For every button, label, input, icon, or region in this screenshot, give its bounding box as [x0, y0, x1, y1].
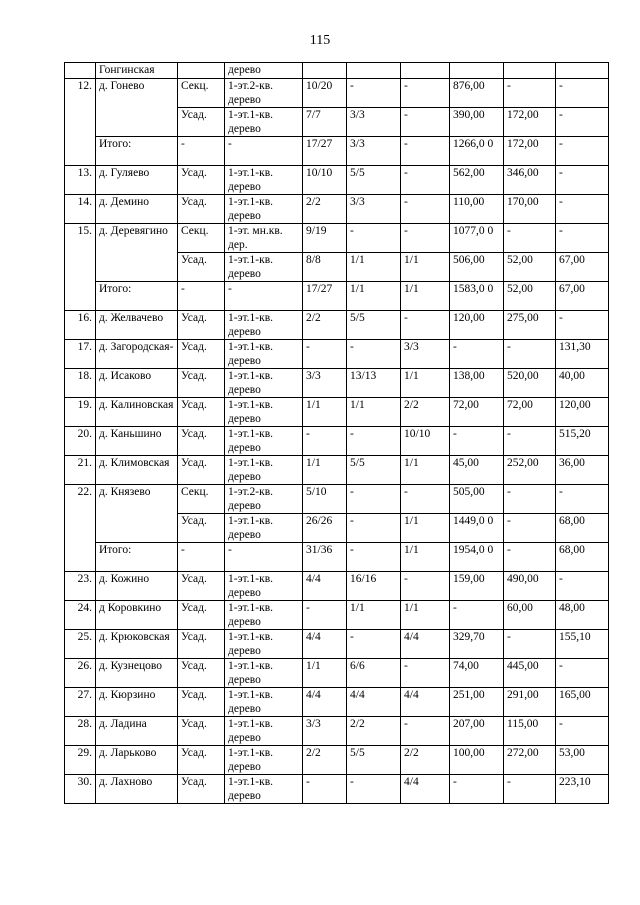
cell-area-1: 1954,0 0 [450, 543, 504, 572]
cell-area-3: - [556, 572, 609, 601]
cell-area-1: - [450, 601, 504, 630]
cell-area-1 [450, 63, 504, 79]
cell-area-1: - [450, 340, 504, 369]
cell-houses-apartments: 4/4 [303, 688, 347, 717]
table-row [65, 63, 609, 79]
cell-col-6: - [347, 224, 401, 253]
cell-col-6: 5/5 [347, 311, 401, 340]
cell-col-6: 13/13 [347, 369, 401, 398]
cell-area-2: 52,00 [504, 253, 556, 282]
cell-building-description: 1-эт.1-кв. дерево [225, 340, 303, 369]
settlements-housing-table [64, 62, 609, 804]
cell-settlement: д. Ладина [96, 717, 178, 746]
cell-housing-type: Усад. [178, 688, 225, 717]
cell-area-2: - [504, 427, 556, 456]
cell-area-3: - [556, 224, 609, 253]
cell-col-6: - [347, 543, 401, 572]
cell-col-7: 1/1 [401, 601, 450, 630]
cell-col-7: - [401, 659, 450, 688]
cell-houses-apartments: 3/3 [303, 717, 347, 746]
cell-houses-apartments: 5/10 [303, 485, 347, 514]
cell-area-3 [556, 63, 609, 79]
cell-col-6 [347, 63, 401, 79]
cell-col-7: 4/4 [401, 630, 450, 659]
cell-col-6: - [347, 79, 401, 108]
table-row [65, 311, 609, 340]
cell-houses-apartments: 10/10 [303, 166, 347, 195]
cell-col-7: - [401, 717, 450, 746]
cell-area-3: 120,00 [556, 398, 609, 427]
cell-area-2: 490,00 [504, 572, 556, 601]
cell-row-number: 25. [65, 630, 96, 659]
cell-building-description: 1-эт. мн.кв. дер. [225, 224, 303, 253]
cell-col-7: 2/2 [401, 746, 450, 775]
cell-building-description: дерево [225, 63, 303, 79]
cell-area-3: - [556, 717, 609, 746]
cell-area-2 [504, 63, 556, 79]
cell-area-2: - [504, 514, 556, 543]
cell-col-6: 16/16 [347, 572, 401, 601]
cell-settlement: д. Крюковская [96, 630, 178, 659]
cell-area-3: - [556, 79, 609, 108]
cell-col-7: - [401, 166, 450, 195]
cell-col-7: - [401, 311, 450, 340]
cell-settlement [96, 253, 178, 282]
cell-area-3: 36,00 [556, 456, 609, 485]
cell-area-3: - [556, 166, 609, 195]
cell-area-1: 120,00 [450, 311, 504, 340]
cell-row-number: 26. [65, 659, 96, 688]
cell-housing-type: Усад. [178, 340, 225, 369]
cell-area-1: 45,00 [450, 456, 504, 485]
cell-col-6: - [347, 775, 401, 804]
cell-houses-apartments: 1/1 [303, 398, 347, 427]
table-row [65, 572, 609, 601]
cell-col-7: - [401, 137, 450, 166]
cell-area-3: 40,00 [556, 369, 609, 398]
cell-settlement: д. Каньшино [96, 427, 178, 456]
cell-col-7: 1/1 [401, 369, 450, 398]
cell-area-3: 67,00 [556, 282, 609, 311]
cell-settlement: д. Ларьково [96, 746, 178, 775]
table-row [65, 659, 609, 688]
cell-area-1: - [450, 427, 504, 456]
cell-col-7: 4/4 [401, 688, 450, 717]
cell-building-description: 1-эт.1-кв. дерево [225, 369, 303, 398]
table-row [65, 630, 609, 659]
cell-area-3: 131,30 [556, 340, 609, 369]
cell-area-1: 207,00 [450, 717, 504, 746]
cell-col-7: 1/1 [401, 514, 450, 543]
cell-col-6: 1/1 [347, 398, 401, 427]
cell-housing-type: Усад. [178, 108, 225, 137]
cell-row-number: 23. [65, 572, 96, 601]
cell-houses-apartments: - [303, 427, 347, 456]
cell-row-number [65, 253, 96, 282]
cell-row-number [65, 63, 96, 79]
cell-houses-apartments: 7/7 [303, 108, 347, 137]
cell-col-6: 5/5 [347, 746, 401, 775]
cell-settlement: д. Калиновская [96, 398, 178, 427]
cell-area-3: 67,00 [556, 253, 609, 282]
cell-row-number: 15. [65, 224, 96, 253]
cell-building-description: 1-эт.1-кв. дерево [225, 746, 303, 775]
cell-col-6: 3/3 [347, 108, 401, 137]
table-row [65, 79, 609, 108]
cell-row-number: 22. [65, 485, 96, 514]
cell-area-1: 159,00 [450, 572, 504, 601]
cell-area-3: 53,00 [556, 746, 609, 775]
table-row [65, 746, 609, 775]
cell-col-7: 1/1 [401, 282, 450, 311]
cell-row-number: 17. [65, 340, 96, 369]
cell-area-1: 390,00 [450, 108, 504, 137]
cell-col-7: 3/3 [401, 340, 450, 369]
cell-settlement: д. Загородская- [96, 340, 178, 369]
cell-area-2: 170,00 [504, 195, 556, 224]
cell-col-7 [401, 63, 450, 79]
cell-building-description: - [225, 137, 303, 166]
table-row [65, 282, 609, 311]
cell-settlement: Итого: [96, 137, 178, 166]
table-row [65, 601, 609, 630]
cell-building-description: 1-эт.1-кв. дерево [225, 717, 303, 746]
table-row [65, 369, 609, 398]
cell-houses-apartments: 8/8 [303, 253, 347, 282]
cell-col-6: 3/3 [347, 195, 401, 224]
cell-houses-apartments: 2/2 [303, 311, 347, 340]
cell-building-description: 1-эт.1-кв. дерево [225, 688, 303, 717]
cell-settlement [96, 514, 178, 543]
cell-col-6: 3/3 [347, 137, 401, 166]
cell-settlement [96, 108, 178, 137]
cell-settlement: д. Исаково [96, 369, 178, 398]
cell-col-7: - [401, 108, 450, 137]
cell-col-7: 1/1 [401, 543, 450, 572]
cell-houses-apartments: 10/20 [303, 79, 347, 108]
cell-settlement: Итого: [96, 543, 178, 572]
cell-settlement: д. Князево [96, 485, 178, 514]
cell-area-2: 172,00 [504, 108, 556, 137]
cell-settlement: д. Кожино [96, 572, 178, 601]
cell-area-2: - [504, 630, 556, 659]
cell-col-7: - [401, 224, 450, 253]
cell-row-number: 30. [65, 775, 96, 804]
cell-houses-apartments: - [303, 775, 347, 804]
cell-building-description: 1-эт.1-кв. дерево [225, 253, 303, 282]
cell-area-3: 223,10 [556, 775, 609, 804]
cell-col-7: 4/4 [401, 775, 450, 804]
cell-area-3: - [556, 108, 609, 137]
cell-houses-apartments: 2/2 [303, 195, 347, 224]
table-row [65, 514, 609, 543]
cell-col-6: 4/4 [347, 688, 401, 717]
cell-row-number: 24. [65, 601, 96, 630]
table-row [65, 456, 609, 485]
table-row [65, 543, 609, 572]
cell-col-7: - [401, 572, 450, 601]
cell-col-6: 1/1 [347, 601, 401, 630]
table-row [65, 688, 609, 717]
cell-row-number: 28. [65, 717, 96, 746]
cell-area-2: 520,00 [504, 369, 556, 398]
cell-building-description: 1-эт.1-кв. дерево [225, 311, 303, 340]
cell-row-number: 16. [65, 311, 96, 340]
cell-housing-type: Секц. [178, 485, 225, 514]
cell-area-2: 346,00 [504, 166, 556, 195]
cell-houses-apartments: - [303, 340, 347, 369]
cell-building-description: 1-эт.1-кв. дерево [225, 775, 303, 804]
cell-houses-apartments: 17/27 [303, 282, 347, 311]
cell-col-6: 6/6 [347, 659, 401, 688]
cell-area-2: - [504, 775, 556, 804]
cell-houses-apartments [303, 63, 347, 79]
cell-housing-type: Усад. [178, 253, 225, 282]
cell-housing-type: Усад. [178, 195, 225, 224]
cell-area-1: 100,00 [450, 746, 504, 775]
cell-houses-apartments: - [303, 601, 347, 630]
table-row [65, 224, 609, 253]
cell-building-description: 1-эт.1-кв. дерево [225, 166, 303, 195]
cell-col-7: 10/10 [401, 427, 450, 456]
cell-settlement: д. Демино [96, 195, 178, 224]
cell-area-1: 506,00 [450, 253, 504, 282]
cell-row-number: 29. [65, 746, 96, 775]
cell-area-2: 272,00 [504, 746, 556, 775]
table-row [65, 340, 609, 369]
cell-area-3: 68,00 [556, 543, 609, 572]
cell-area-1: 74,00 [450, 659, 504, 688]
cell-building-description: 1-эт.1-кв. дерево [225, 514, 303, 543]
cell-area-2: - [504, 79, 556, 108]
cell-housing-type [178, 63, 225, 79]
table-row [65, 137, 609, 166]
cell-col-6: - [347, 514, 401, 543]
page-number: 115 [309, 33, 331, 48]
cell-area-3: 155,10 [556, 630, 609, 659]
cell-area-1: 251,00 [450, 688, 504, 717]
cell-area-2: - [504, 485, 556, 514]
cell-housing-type: - [178, 543, 225, 572]
cell-row-number [65, 543, 96, 572]
cell-row-number [65, 108, 96, 137]
cell-building-description: 1-эт.1-кв. дерево [225, 630, 303, 659]
cell-area-2: - [504, 543, 556, 572]
cell-row-number: 27. [65, 688, 96, 717]
table-body [65, 63, 609, 804]
cell-building-description: - [225, 282, 303, 311]
cell-housing-type: Усад. [178, 601, 225, 630]
cell-houses-apartments: 9/19 [303, 224, 347, 253]
cell-area-1: 562,00 [450, 166, 504, 195]
cell-houses-apartments: 1/1 [303, 456, 347, 485]
cell-col-7: - [401, 79, 450, 108]
cell-houses-apartments: 31/36 [303, 543, 347, 572]
cell-area-1: 505,00 [450, 485, 504, 514]
cell-area-3: 165,00 [556, 688, 609, 717]
cell-area-2: 52,00 [504, 282, 556, 311]
cell-col-7: - [401, 485, 450, 514]
table-row [65, 108, 609, 137]
cell-settlement: д. Желвачево [96, 311, 178, 340]
table-row [65, 253, 609, 282]
cell-housing-type: Усад. [178, 456, 225, 485]
cell-area-2: - [504, 340, 556, 369]
cell-housing-type: Усад. [178, 659, 225, 688]
cell-area-1: 110,00 [450, 195, 504, 224]
cell-area-1: 72,00 [450, 398, 504, 427]
cell-housing-type: Усад. [178, 746, 225, 775]
cell-area-1: 1449,0 0 [450, 514, 504, 543]
cell-settlement: д. Гуляево [96, 166, 178, 195]
cell-area-2: 275,00 [504, 311, 556, 340]
cell-col-6: - [347, 340, 401, 369]
cell-area-3: - [556, 659, 609, 688]
cell-settlement: Итого: [96, 282, 178, 311]
cell-area-1: 329,70 [450, 630, 504, 659]
cell-housing-type: Усад. [178, 398, 225, 427]
cell-settlement: д. Лахново [96, 775, 178, 804]
cell-row-number [65, 514, 96, 543]
cell-houses-apartments: 4/4 [303, 630, 347, 659]
cell-building-description: 1-эт.1-кв. дерево [225, 108, 303, 137]
cell-area-2: 445,00 [504, 659, 556, 688]
cell-building-description: 1-эт.2-кв. дерево [225, 485, 303, 514]
cell-area-3: 48,00 [556, 601, 609, 630]
cell-settlement: д. Климовская [96, 456, 178, 485]
cell-area-3: 515,20 [556, 427, 609, 456]
cell-row-number: 19. [65, 398, 96, 427]
cell-houses-apartments: 4/4 [303, 572, 347, 601]
cell-building-description: 1-эт.1-кв. дерево [225, 427, 303, 456]
table-row [65, 166, 609, 195]
cell-housing-type: Усад. [178, 572, 225, 601]
cell-settlement: д. Гонево [96, 79, 178, 108]
cell-col-7: 1/1 [401, 456, 450, 485]
cell-area-1: 876,00 [450, 79, 504, 108]
cell-houses-apartments: 2/2 [303, 746, 347, 775]
cell-area-3: - [556, 311, 609, 340]
cell-row-number: 21. [65, 456, 96, 485]
cell-housing-type: Усад. [178, 717, 225, 746]
cell-housing-type: Усад. [178, 166, 225, 195]
cell-building-description: 1-эт.1-кв. дерево [225, 456, 303, 485]
table-row [65, 195, 609, 224]
cell-row-number: 12. [65, 79, 96, 108]
cell-row-number: 18. [65, 369, 96, 398]
cell-houses-apartments: 3/3 [303, 369, 347, 398]
cell-area-2: 252,00 [504, 456, 556, 485]
cell-col-6: - [347, 485, 401, 514]
cell-area-2: 291,00 [504, 688, 556, 717]
cell-col-6: 1/1 [347, 282, 401, 311]
cell-houses-apartments: 17/27 [303, 137, 347, 166]
cell-col-6: 5/5 [347, 456, 401, 485]
cell-building-description: 1-эт.1-кв. дерево [225, 572, 303, 601]
cell-area-2: 60,00 [504, 601, 556, 630]
cell-col-6: 5/5 [347, 166, 401, 195]
cell-row-number: 20. [65, 427, 96, 456]
cell-area-2: 72,00 [504, 398, 556, 427]
cell-area-3: - [556, 137, 609, 166]
cell-housing-type: - [178, 137, 225, 166]
cell-row-number: 13. [65, 166, 96, 195]
cell-building-description: 1-эт.1-кв. дерево [225, 398, 303, 427]
cell-housing-type: Секц. [178, 79, 225, 108]
cell-col-6: - [347, 427, 401, 456]
cell-area-3: - [556, 195, 609, 224]
cell-col-7: 2/2 [401, 398, 450, 427]
cell-settlement: д Коровкино [96, 601, 178, 630]
cell-building-description: 1-эт.2-кв. дерево [225, 79, 303, 108]
table-row [65, 398, 609, 427]
cell-housing-type: Усад. [178, 775, 225, 804]
cell-area-1: 1266,0 0 [450, 137, 504, 166]
cell-area-2: 172,00 [504, 137, 556, 166]
cell-housing-type: Секц. [178, 224, 225, 253]
cell-area-3: 68,00 [556, 514, 609, 543]
cell-building-description: 1-эт.1-кв. дерево [225, 195, 303, 224]
cell-housing-type: Усад. [178, 514, 225, 543]
cell-houses-apartments: 26/26 [303, 514, 347, 543]
cell-col-7: - [401, 195, 450, 224]
cell-building-description: - [225, 543, 303, 572]
cell-col-6: - [347, 630, 401, 659]
cell-col-6: 2/2 [347, 717, 401, 746]
table-row [65, 485, 609, 514]
cell-area-1: 1583,0 0 [450, 282, 504, 311]
cell-settlement: д. Кузнецово [96, 659, 178, 688]
cell-housing-type: Усад. [178, 311, 225, 340]
cell-housing-type: - [178, 282, 225, 311]
cell-row-number: 14. [65, 195, 96, 224]
cell-housing-type: Усад. [178, 630, 225, 659]
cell-area-1: 1077,0 0 [450, 224, 504, 253]
cell-housing-type: Усад. [178, 369, 225, 398]
cell-col-6: 1/1 [347, 253, 401, 282]
cell-settlement: Гонгинская [96, 63, 178, 79]
cell-houses-apartments: 1/1 [303, 659, 347, 688]
cell-area-2: - [504, 224, 556, 253]
cell-area-1: 138,00 [450, 369, 504, 398]
table-row [65, 775, 609, 804]
cell-row-number [65, 282, 96, 311]
table-row [65, 717, 609, 746]
cell-area-3: - [556, 485, 609, 514]
cell-settlement: д. Деревягино [96, 224, 178, 253]
cell-row-number [65, 137, 96, 166]
cell-building-description: 1-эт.1-кв. дерево [225, 601, 303, 630]
table-row [65, 427, 609, 456]
cell-housing-type: Усад. [178, 427, 225, 456]
cell-col-7: 1/1 [401, 253, 450, 282]
cell-settlement: д. Кюрзино [96, 688, 178, 717]
cell-area-2: 115,00 [504, 717, 556, 746]
cell-area-1: - [450, 775, 504, 804]
cell-building-description: 1-эт.1-кв. дерево [225, 659, 303, 688]
